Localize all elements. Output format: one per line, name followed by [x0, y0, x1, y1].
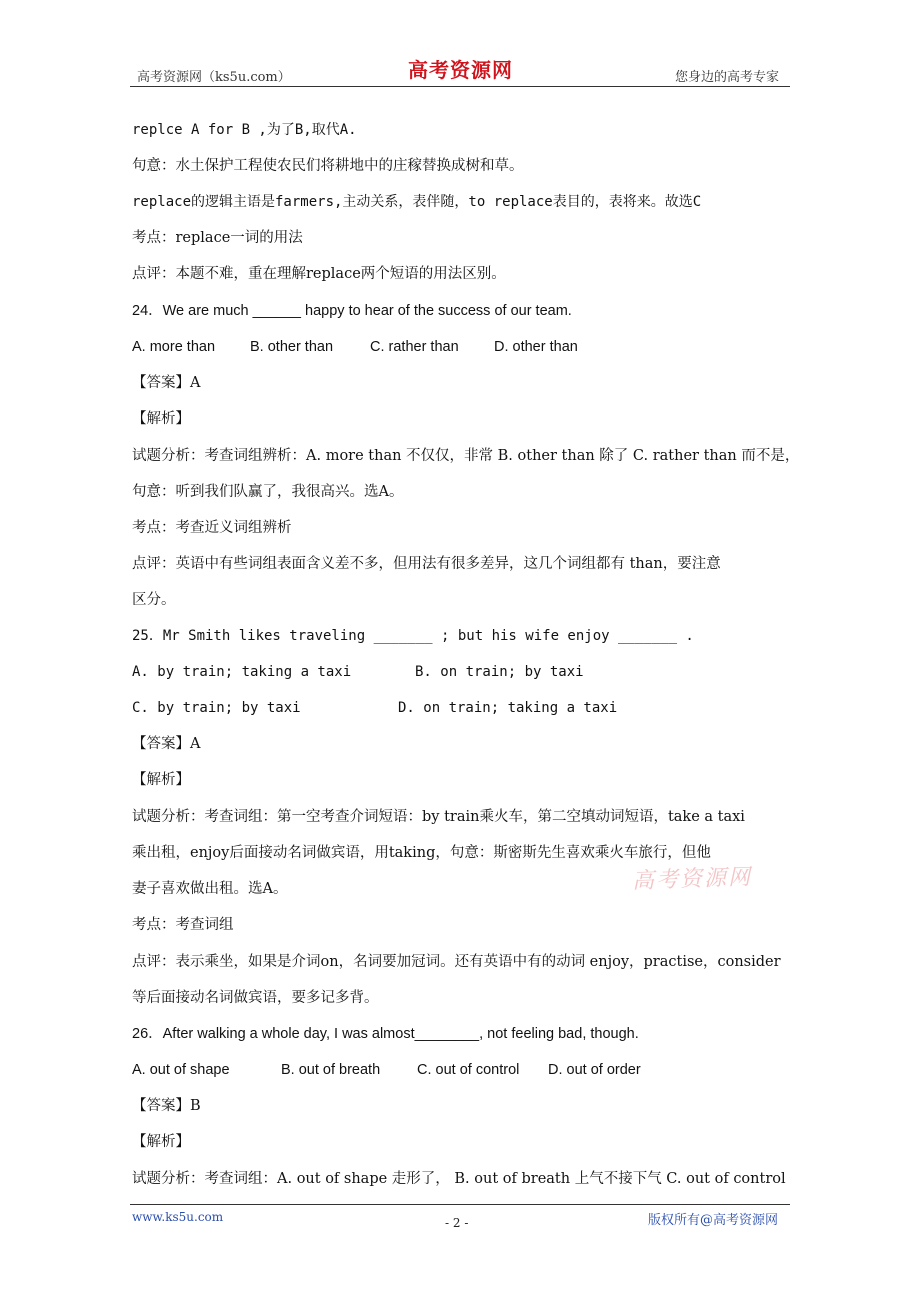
text-line: replace的逻辑主语是farmers,主动关系，表伴随，to replace表目的，表将来。故选C — [132, 194, 702, 210]
page-number: - 2 - — [445, 1216, 469, 1230]
analysis-label: 【解析】 — [132, 772, 190, 788]
option-a: A. by train; taking a taxi — [132, 664, 352, 680]
text-line: 点评：表示乘坐，如果是介词on，名词要加冠词。还有英语中有的动词 enjoy，practise，consider — [132, 954, 781, 970]
analysis-label: 【解析】 — [132, 411, 190, 427]
answer-label: 【答案】A — [132, 736, 201, 752]
option-c: C. rather than — [370, 339, 459, 355]
footer-copyright: 版权所有@高考资源网 — [648, 1213, 779, 1228]
option-a: A. more than — [132, 339, 216, 355]
text-line: 妻子喜欢做出租。选A。 — [132, 881, 288, 897]
answer-label: 【答案】A — [132, 375, 201, 391]
text-line: 考点：考查词组 — [132, 917, 234, 933]
answer-label: 【答案】B — [132, 1098, 201, 1114]
option-b: B. on train; by taxi — [415, 664, 584, 680]
text-line: replce A for B ,为了B,取代A. — [132, 122, 357, 138]
text-line: 试题分析：考查词组辨析：A. more than 不仅仅，非常 B. other than 除了 C. rather than 而不是， — [132, 448, 800, 464]
header-divider — [130, 86, 790, 87]
question-25: 25．Mr Smith likes traveling _______ ; but his wife enjoy _______ . — [132, 628, 694, 644]
text-line: 考点：replace一词的用法 — [132, 230, 303, 246]
header-logo: 高考资源网 — [408, 58, 513, 82]
option-d: D. on train; taking a taxi — [398, 700, 618, 716]
text-line: 区分。 — [132, 592, 176, 608]
analysis-label: 【解析】 — [132, 1134, 190, 1150]
option-b: B. out of breath — [281, 1062, 381, 1078]
question-24: 24．We are much ______ happy to hear of the success of our team. — [132, 303, 572, 319]
text-line: 句意：听到我们队赢了，我很高兴。选A。 — [132, 484, 404, 500]
text-line: 点评：本题不难，重在理解replace两个短语的用法区别。 — [132, 266, 506, 282]
question-24-options — [132, 337, 578, 357]
option-c: C. by train; by taxi — [132, 700, 301, 716]
option-a: A. out of shape — [132, 1062, 230, 1078]
header-site-name: 高考资源网（ks5u.com） — [137, 70, 291, 85]
text-line: 试题分析：考查词组：第一空考查介词短语：by train乘火车，第二空填动词短语，take a taxi — [132, 809, 745, 825]
text-line: 等后面接动名词做宾语，要多记多背。 — [132, 990, 379, 1006]
page-header — [0, 0, 920, 92]
footer-site-link[interactable]: www.ks5u.com — [132, 1210, 224, 1224]
option-d: D. other than — [494, 339, 578, 355]
text-line: 句意：水土保护工程使农民们将耕地中的庄稼替换成树和草。 — [132, 158, 524, 174]
option-c: C. out of control — [417, 1062, 520, 1078]
question-26-options — [132, 1060, 641, 1080]
option-b: B. other than — [250, 339, 334, 355]
header-slogan: 您身边的高考专家 — [675, 70, 780, 85]
text-line: 点评：英语中有些词组表面含义差不多，但用法有很多差异，这几个词组都有 than，要注意 — [132, 556, 721, 572]
question-26: 26．After walking a whole day, I was almost________, not feeling bad, though. — [132, 1026, 639, 1042]
question-25-options-row2 — [132, 698, 617, 718]
question-25-options-row1 — [132, 662, 584, 682]
footer-divider — [130, 1204, 790, 1205]
option-d: D. out of order — [548, 1062, 641, 1078]
text-line: 试题分析：考查词组：A. out of shape 走形了， B. out of breath 上气不接下气 C. out of control — [132, 1171, 786, 1187]
text-line: 乘出租，enjoy后面接动名词做宾语，用taking，句意：斯密斯先生喜欢乘火车旅行，但他 — [132, 845, 711, 861]
text-line: 考点：考查近义词组辨析 — [132, 520, 292, 536]
watermark: 高考资源网 — [631, 864, 753, 895]
